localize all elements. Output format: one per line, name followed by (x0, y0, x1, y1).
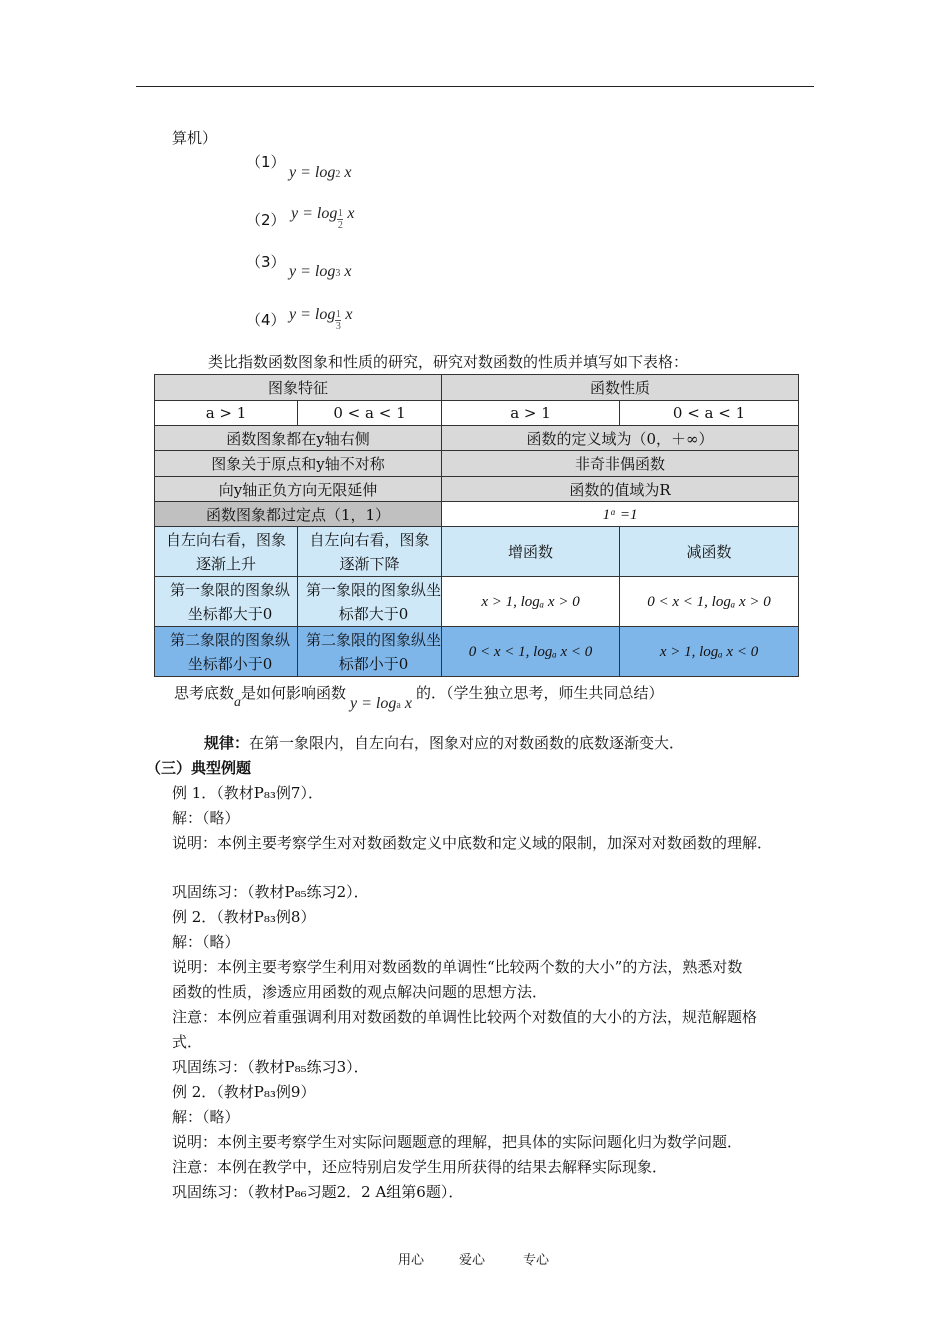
line-4: 巩固练习：（教材P₈₅练习2）． (172, 883, 369, 901)
line-3: 说明：本例主要考察学生对对数函数定义中底数和定义域的限制，加深对对数函数的理解． (172, 834, 773, 852)
think-line: 思考底数a是如何影响函数y = loga x的．（学生独立思考，师生共同总结） (174, 684, 664, 712)
row7-c1: 第二象限的图象纵坐标都小于0 (155, 627, 298, 677)
row6-c1: 第一象限的图象纵坐标都大于0 (155, 577, 298, 627)
row1-left: 函数图象都在y轴右侧 (155, 426, 442, 451)
line-1: 例 1．（教材P₈₃例7）． (172, 784, 323, 802)
func-1-formula: y = log2 x (289, 164, 352, 181)
footer-1: 用心 (398, 1253, 425, 1268)
row6-c4: 0 < x < 1, logₐ x > 0 (620, 577, 799, 627)
row4-right: 1ᵅ =1 (442, 502, 799, 527)
row7-c4: x > 1, logₐ x < 0 (620, 627, 799, 677)
line-13: 解：（略） (172, 1108, 240, 1126)
func-3-num: （3） (246, 253, 286, 271)
func-2-formula: $y = \log\frac{1}{2} x$ (291, 205, 355, 231)
header-image-features: 图象特征 (155, 375, 442, 401)
section-three-title: （三）典型例题 (146, 759, 252, 777)
func-1-num: （1） (246, 153, 286, 171)
line-2: 解：（略） (172, 809, 240, 827)
row4-left: 函数图象都过定点（1，1） (155, 502, 442, 527)
footer-3: 专心 (523, 1253, 550, 1268)
line-5: 例 2．（教材P₈₃例8） (172, 908, 316, 926)
func-4-formula: $y = \log\frac{1}{3} x$ (289, 306, 353, 332)
header-function-properties: 函数性质 (442, 375, 799, 401)
line-15: 注意：本例在教学中，还应特别启发学生用所获得的结果去解释实际现象． (172, 1158, 668, 1176)
intro-tail: 算机） (172, 129, 218, 147)
cell-a-lt1-left: 0 < a < 1 (298, 401, 442, 426)
line-9: 注意：本例应着重强调利用对数函数的单调性比较两个对数值的大小的方法，规范解题格 (172, 1008, 758, 1026)
row3-left: 向y轴正负方向无限延伸 (155, 477, 442, 502)
row2-right: 非奇非偶函数 (442, 451, 799, 477)
footer-2: 爱心 (459, 1253, 486, 1268)
line-10: 式． (172, 1033, 203, 1051)
line-12: 例 2．（教材P₈₃例9） (172, 1083, 316, 1101)
line-14: 说明：本例主要考察学生对实际问题题意的理解，把具体的实际问题化归为数学问题． (172, 1133, 743, 1151)
rule-line: 规律：在第一象限内，自左向右，图象对应的对数函数的底数逐渐变大． (204, 734, 685, 752)
func-3-formula: y = log3 x (289, 263, 352, 280)
header-rule (136, 86, 814, 87)
cell-a-lt1-right: 0 < a < 1 (620, 401, 799, 426)
row7-c3: 0 < x < 1, logₐ x < 0 (442, 627, 620, 677)
properties-table (154, 374, 799, 677)
row2-left: 图象关于原点和y轴不对称 (155, 451, 442, 477)
row5-c3: 增函数 (442, 527, 620, 577)
func-2-num: （2） (246, 211, 286, 229)
rule-label: 规律： (204, 734, 250, 752)
row6-c3: x > 1, logₐ x > 0 (442, 577, 620, 627)
line-7: 说明：本例主要考察学生利用对数函数的单调性“比较两个数的大小”的方法，熟悉对数 (172, 958, 743, 976)
line-8: 函数的性质，渗透应用函数的观点解决问题的思想方法． (172, 983, 548, 1001)
row5-c1: 自左向右看，图象逐渐上升 (155, 527, 298, 577)
row1-right: 函数的定义域为（0，＋∞） (442, 426, 799, 451)
row5-c4: 减函数 (620, 527, 799, 577)
cell-a-gt1-right: a > 1 (442, 401, 620, 426)
line-11: 巩固练习：（教材P₈₅练习3）． (172, 1058, 369, 1076)
row5-c2: 自左向右看，图象逐渐下降 (298, 527, 442, 577)
line-16: 巩固练习：（教材P₈₆习题2．2 A组第6题）． (172, 1183, 464, 1201)
row7-c2: 第二象限的图象纵坐标都小于0 (298, 627, 442, 677)
table-intro: 类比指数函数图象和性质的研究，研究对数函数的性质并填写如下表格： (208, 353, 689, 371)
row6-c2: 第一象限的图象纵坐标都大于0 (298, 577, 442, 627)
cell-a-gt1-left: a > 1 (155, 401, 298, 426)
row3-right: 函数的值域为R (442, 477, 799, 502)
line-6: 解：（略） (172, 933, 240, 951)
func-4-num: （4） (246, 311, 286, 329)
